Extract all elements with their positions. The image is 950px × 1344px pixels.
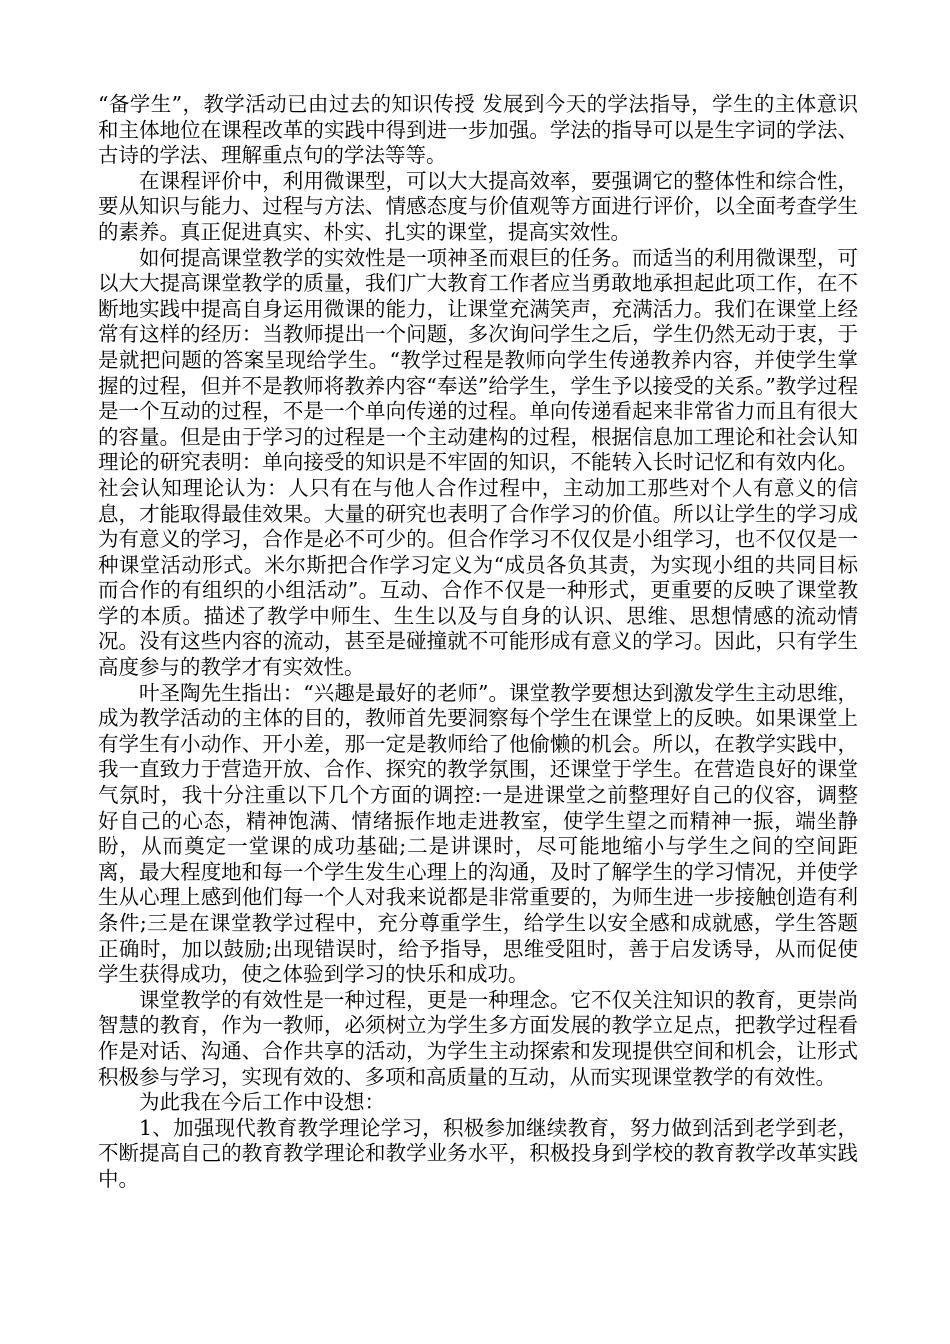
paragraph-2: 在课程评价中，利用微课型，可以大大提高效率，要强调它的整体性和综合性，要从知识与能力、过程与方法、情感态度与价值观等方面进行评价，以全面考查学生的素养。真正促进真实、朴实、扎实的课堂，提高实效性。 xyxy=(98,168,858,244)
paragraph-4: 叶圣陶先生指出：“兴趣是最好的老师”。课堂教学要想达到激发学生主动思维，成为教学活动的主体的目的，教师首先要洞察每个学生在课堂上的反映。如果课堂上有学生有小动作、开小差，那一定是教师给了他偷懒的机会。所以，在教学实践中，我一直致力于营造开放、合作、探究的教学氛围，还课堂于学生。在营造良好的课堂气氛时，我十分注重以下几个方面的调控:一是进课堂之前整理好自己的仪容，调整好自己的心态，精神饱满、情绪振作地走进教室，使学生望之而精神一振，端坐静盼，从而奠定一堂课的成功基础;二是讲课时，尽可能地缩小与学生之间的空间距离，最大程度地和每一个学生发生心理上的沟通，及时了解学生的学习情况，并使学生从心理上感到他们每一个人对我来说都是非常重要的，为师生进一步接触创造有利条件;三是在课堂教学过程中，充分尊重学生，给学生以安全感和成就感，学生答题正确时，加以鼓励;出现错误时，给予指导，思维受阻时，善于启发诱导，从而促使学生获得成功，使之体验到学习的快乐和成功。 xyxy=(98,680,858,987)
paragraph-5: 课堂教学的有效性是一种过程，更是一种理念。它不仅关注知识的教育，更崇尚智慧的教育，作为一教师，必须树立为学生多方面发展的教学立足点，把教学过程看作是对话、沟通、合作共享的活动，为学生主动探索和发现提供空间和机会，让形式积极参与学习，实现有效的、多项和高质量的互动，从而实现课堂教学的有效性。 xyxy=(98,987,858,1089)
document-page xyxy=(98,92,858,1193)
paragraph-3: 如何提高课堂教学的实效性是一项神圣而艰巨的任务。而适当的利用微课型，可以大大提高课堂教学的质量，我们广大教育工作者应当勇敢地承担起此项工作，在不断地实践中提高自身运用微课的能力，让课堂充满笑声，充满活力。我们在课堂上经常有这样的经历：当教师提出一个问题，多次询问学生之后，学生仍然无动于衷，于是就把问题的答案呈现给学生。“教学过程是教师向学生传递教养内容，并使学生掌握的过程，但并不是教师将教养内容“奉送”给学生，学生予以接受的关系。”教学过程是一个互动的过程，不是一个单向传递的过程。单向传递看起来非常省力而且有很大的容量。但是由于学习的过程是一个主动建构的过程，根据信息加工理论和社会认知理论的研究表明：单向接受的知识是不牢固的知识，不能转入长时记忆和有效内化。社会认知理论认为：人只有在与他人合作过程中，主动加工那些对个人有意义的信息，才能取得最佳效果。大量的研究也表明了合作学习的价值。所以让学生的学习成为有意义的学习，合作是必不可少的。但合作学习不仅仅是小组学习，也不仅仅是一种课堂活动形式。米尔斯把合作学习定义为“成员各负其责，为实现小组的共同目标而合作的有组织的小组活动”。互动、合作不仅是一种形式，更重要的反映了课堂教学的本质。描述了教学中师生、生生以及与自身的认识、思维、思想情感的流动情况。没有这些内容的流动，甚至是碰撞就不可能形成有意义的学习。因此，只有学生高度参与的教学才有实效性。 xyxy=(98,245,858,680)
paragraph-7: 1、加强现代教育教学理论学习，积极参加继续教育，努力做到活到老学到老，不断提高自己的教育教学理论和教学业务水平，积极投身到学校的教育教学改革实践中。 xyxy=(98,1115,858,1191)
paragraph-1: “备学生”，教学活动已由过去的知识传授 发展到今天的学法指导，学生的主体意识和主体地位在课程改革的实践中得到进一步加强。学法的指导可以是生字词的学法、古诗的学法、理解重点句的学法等等。 xyxy=(98,92,858,168)
paragraph-6: 为此我在今后工作中设想： xyxy=(139,1090,385,1115)
